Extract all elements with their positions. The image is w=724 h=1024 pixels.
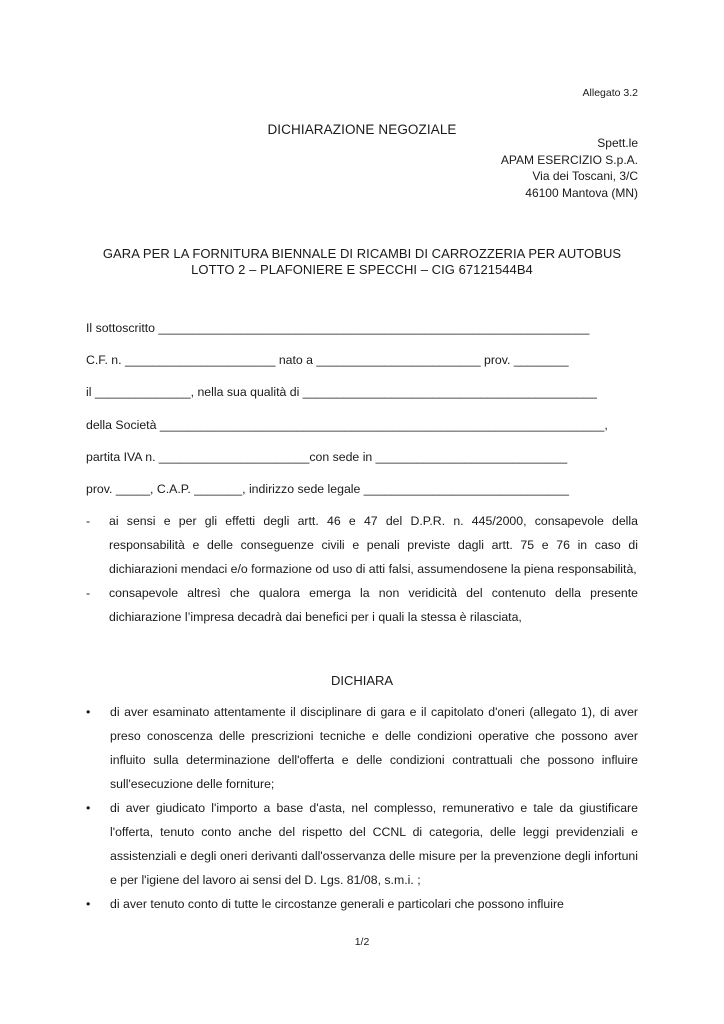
list-item xyxy=(86,581,638,629)
tender-lot-line: LOTTO 2 – PLAFONIERE E SPECCHI – CIG 67121544B4 xyxy=(191,262,533,277)
document-title: DICHIARAZIONE NEGOZIALE xyxy=(267,122,457,137)
bullet-marker: • xyxy=(86,801,91,815)
dash-marker: - xyxy=(86,586,91,600)
premise-text: consapevole altresì che qualora emerga la non veridicità del contenuto della presente dichiarazione l’impresa decadrà dai benefici per i quali la stessa è rilasciata, xyxy=(109,586,638,624)
addressee-company: APAM ESERCIZIO S.p.A. xyxy=(500,152,638,167)
declaration-text: di aver giudicato l'importo a base d'asta, nel complesso, remunerativo e tale da giustificare l'offerta, tenuto conto anche del rispetto del CCNL di categoria, delle leggi previdenziali e assistenziali e degli oneri derivanti dall'osservanza delle misure per la prevenzione degli infortuni e per l'igiene del lavoro ai sensi del D. Lgs. 81/08, s.m.i. ; xyxy=(110,801,638,887)
tender-subject-line: GARA PER LA FORNITURA BIENNALE DI RICAMBI DI CARROZZERIA PER AUTOBUS xyxy=(102,246,622,261)
tender-subject xyxy=(0,246,724,278)
addressee-city: 46100 Mantova (MN) xyxy=(525,185,638,200)
declaration-text: di aver tenuto conto di tutte le circostanze generali e particolari che possono influire xyxy=(110,897,564,911)
bullet-marker: • xyxy=(86,897,91,911)
addressee-street: Via dei Toscani, 3/C xyxy=(532,169,638,183)
dash-marker: - xyxy=(86,514,91,528)
declares-heading: DICHIARA xyxy=(330,673,394,688)
declaration-text: di aver esaminato attentamente il disciplinare di gara e il capitolato d'oneri (allegato 1), di aver preso conoscenza delle prescrizioni tecniche e delle condizioni operative che possono aver influito sulla determinazione dell'offerta e delle condizioni contrattuali che possono influire sull'esecuzione delle forniture; xyxy=(110,705,638,791)
premise-text: ai sensi e per gli effetti degli artt. 46 e 47 del D.P.R. n. 445/2000, consapevole della responsabilità e delle conseguenze civili e penali previste dagli artt. 75 e 76 in caso di dichiarazioni mendaci e/o formazione od uso di atti falsi, assumendosene la piena responsabilità, xyxy=(109,514,638,576)
list-item xyxy=(86,700,638,796)
bullet-marker: • xyxy=(86,705,91,719)
form-row-company: della Società _________________________________________________________________, xyxy=(86,418,608,432)
addressee-salutation: Spett.le xyxy=(597,136,638,150)
form-row-birth: C.F. n. ______________________ nato a ________________________ prov. ________ xyxy=(86,353,569,367)
list-item xyxy=(86,509,638,581)
premises-list xyxy=(86,509,638,629)
form-row-role: il ______________, nella sua qualità di ___________________________________________ xyxy=(86,385,597,399)
page-number: 1/2 xyxy=(354,936,370,948)
form-row-address: prov. _____, C.A.P. _______, indirizzo sede legale ______________________________ xyxy=(86,482,569,496)
declarations-list xyxy=(86,700,638,916)
annex-label: Allegato 3.2 xyxy=(582,87,638,99)
form-row-vat: partita IVA n. ______________________con sede in ____________________________ xyxy=(86,450,568,464)
list-item xyxy=(86,892,638,916)
list-item xyxy=(86,796,638,892)
form-row-signatory: Il sottoscritto _______________________________________________________________ xyxy=(86,321,590,335)
addressee-block xyxy=(501,135,638,201)
